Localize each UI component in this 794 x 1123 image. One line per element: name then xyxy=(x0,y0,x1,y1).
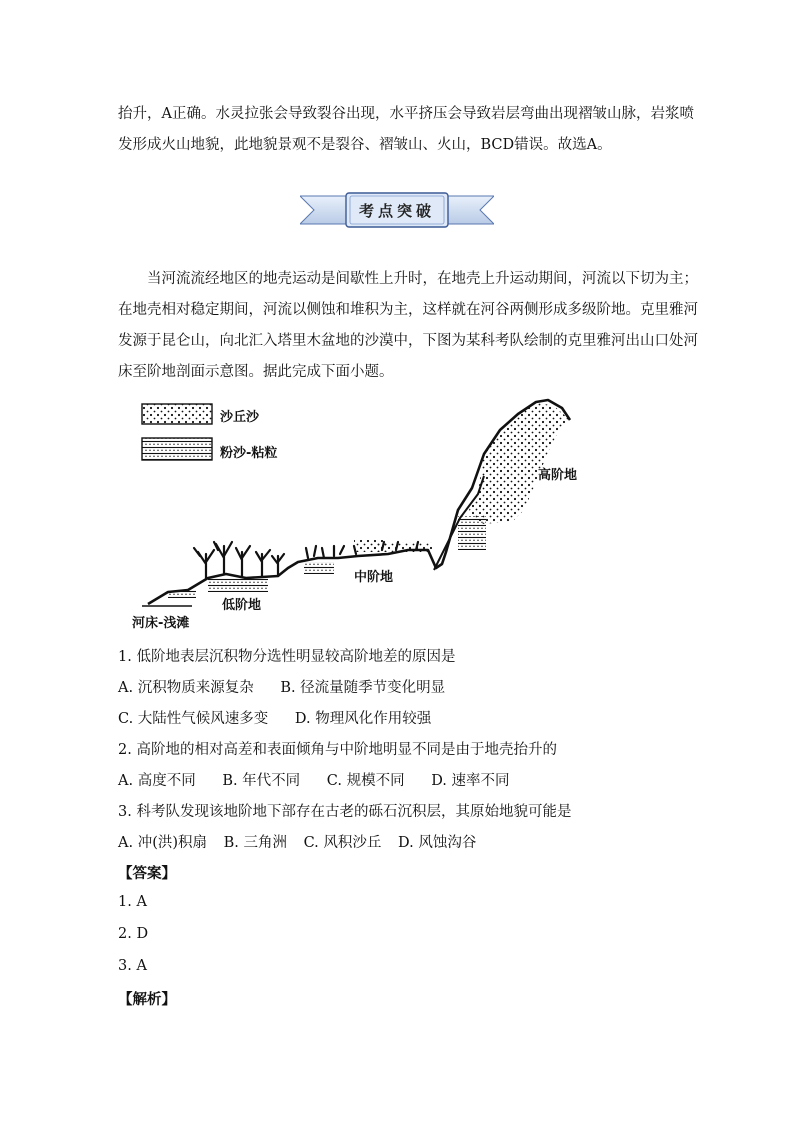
question-3-stem: 3. 科考队发现该地阶地下部存在古老的砾石沉积层，其原始地貌可能是 xyxy=(118,804,572,820)
legend-sand-label: 沙丘沙 xyxy=(220,410,260,425)
passage-line-1: 当河流流经地区的地壳运动是间歇性上升时，在地壳上升运动期间，河流以下切为主； xyxy=(147,271,698,287)
q3-option-a: A. 冲(洪)积扇 xyxy=(118,835,208,851)
terrace-profile-diagram xyxy=(128,392,608,632)
riverbed-shoal-label: 河床-浅滩 xyxy=(132,616,190,631)
banner-title: 考点突破 xyxy=(358,202,435,220)
passage-line-4: 床至阶地剖面示意图。据此完成下面小题。 xyxy=(118,364,394,380)
high-terrace-label: 高阶地 xyxy=(538,468,578,483)
legend-sand-swatch xyxy=(142,404,212,424)
question-2-options xyxy=(118,769,532,790)
terrace-profile-drawing xyxy=(128,392,608,632)
q1-option-a: A. 沉积物质来源复杂 xyxy=(118,680,254,696)
passage-line-2: 在地壳相对稳定期间，河流以侧蚀和堆积为主，这样就在河谷两侧形成多级阶地。克里雅河 xyxy=(118,302,698,318)
answer-2: 2. D xyxy=(118,926,149,942)
question-3-options xyxy=(118,831,498,852)
q2-option-c: C. 规模不同 xyxy=(326,773,405,789)
q2-option-d: D. 速率不同 xyxy=(431,773,510,789)
question-2-stem: 2. 高阶地的相对高差和表面倾角与中阶地明显不同是由于地壳抬升的 xyxy=(118,742,557,758)
passage-line-3: 发源于昆仑山，向北汇入塔里木盆地的沙漠中，下图为某科考队绘制的克里雅河出山口处河 xyxy=(118,333,698,349)
answer-heading: 【答案】 xyxy=(118,865,176,882)
answer-1: 1. A xyxy=(118,894,147,910)
question-1-options-row-2 xyxy=(118,707,453,728)
intro-line-1: 抬升，A正确。水灵拉张会导致裂谷出现，水平挤压会导致岩层弯曲出现褶皱山脉，岩浆喷 xyxy=(118,106,694,122)
q1-option-c: C. 大陆性气候风速多变 xyxy=(118,711,269,727)
low-terrace-label: 低阶地 xyxy=(222,598,262,613)
analysis-heading: 【解析】 xyxy=(118,991,176,1008)
q3-option-c: C. 风积沙丘 xyxy=(303,835,382,851)
legend-silt-swatch xyxy=(142,438,212,460)
q3-option-d: D. 风蚀沟谷 xyxy=(398,835,477,851)
q1-option-b: B. 径流量随季节变化明显 xyxy=(280,680,446,696)
section-banner xyxy=(300,190,494,230)
q2-option-b: B. 年代不同 xyxy=(222,773,301,789)
q1-option-d: D. 物理风化作用较强 xyxy=(294,711,432,727)
intro-line-2: 发形成火山地貌，此地貌景观不是裂谷、褶皱山、火山，BCD错误。故选A。 xyxy=(118,137,612,153)
question-1-stem: 1. 低阶地表层沉积物分选性明显较高阶地差的原因是 xyxy=(118,649,456,665)
answer-3: 3. A xyxy=(118,958,147,974)
question-1-options-row-1 xyxy=(118,676,467,697)
q2-option-a: A. 高度不同 xyxy=(118,773,196,789)
passage xyxy=(118,264,698,388)
mid-terrace-label: 中阶地 xyxy=(354,570,394,585)
q3-option-b: B. 三角洲 xyxy=(223,835,287,851)
legend-silt-label: 粉沙-粘粒 xyxy=(220,446,278,461)
